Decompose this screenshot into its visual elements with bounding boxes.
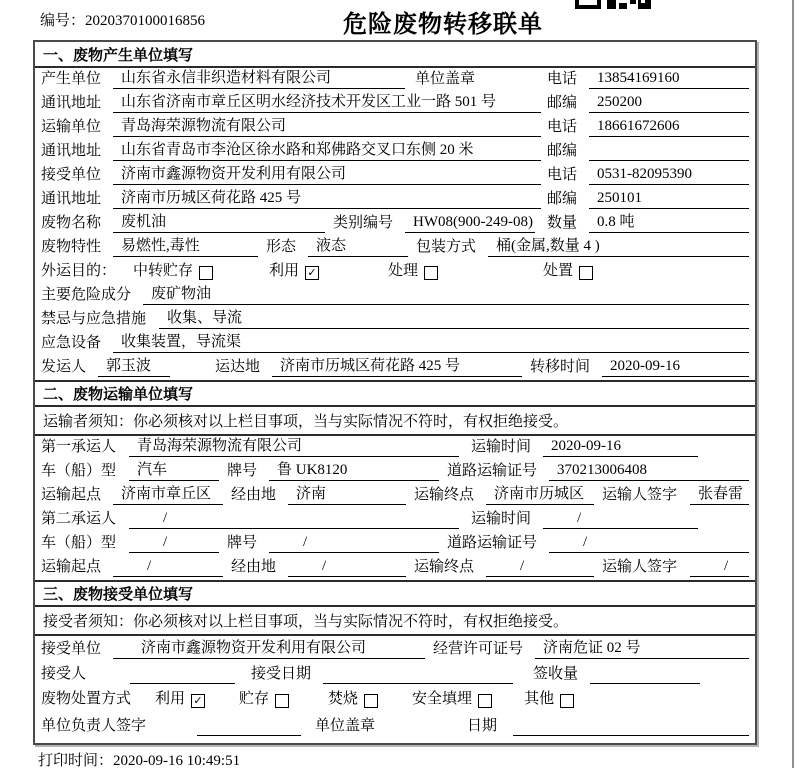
zip-label: 邮编 xyxy=(547,95,578,111)
serial-number: 2020370100016856 xyxy=(85,13,206,29)
received-amount-value xyxy=(590,665,700,684)
quantity-value: 0.8 吨 xyxy=(589,213,749,233)
address-label: 通讯地址 xyxy=(41,143,102,159)
row-route-2 xyxy=(35,556,755,580)
road-permit-label: 道路运输证号 xyxy=(447,535,538,551)
address-value: 济南市历城区荷花路 425 号 xyxy=(113,189,541,209)
receive-date-label: 接受日期 xyxy=(251,666,312,682)
option-label: 焚烧 xyxy=(328,691,359,707)
treat-checkbox xyxy=(424,266,438,280)
date-label: 日期 xyxy=(467,718,498,734)
qr-finder-block xyxy=(575,0,601,9)
taboo-label: 禁忌与应急措施 xyxy=(41,311,147,327)
transport-time-label: 运输时间 xyxy=(471,511,532,527)
vehicle-type-label: 车（船）型 xyxy=(41,463,117,479)
transfer-storage-checkbox xyxy=(199,266,213,280)
accept-unit-value: 济南市鑫源物资开发利用有限公司 xyxy=(113,165,541,185)
unit-seal-label: 单位盖章 xyxy=(315,718,376,734)
transport-unit-value: 青岛海荣源物流有限公司 xyxy=(113,117,541,137)
waste-name-label: 废物名称 xyxy=(41,215,102,231)
transporter-sign-label: 运输人签字 xyxy=(602,487,678,503)
print-time xyxy=(38,749,240,770)
row-shipper xyxy=(35,356,755,380)
character-label: 废物特性 xyxy=(41,239,102,255)
phone-value: 0531-82095390 xyxy=(589,165,749,185)
transport-time-value: 2020-09-16 xyxy=(543,437,698,457)
row-waste-character xyxy=(35,236,755,260)
packing-value: 桶(金属,数量 4 ) xyxy=(488,237,749,257)
receive-date-value xyxy=(323,665,513,684)
option-label: 贮存 xyxy=(239,691,270,707)
option-label: 其他 xyxy=(524,691,555,707)
via-value: 济南 xyxy=(288,485,406,505)
row-transfer-purpose xyxy=(35,260,755,284)
endpoint-label: 运输终点 xyxy=(414,559,475,575)
receiver-value xyxy=(130,665,235,684)
endpoint-value: 济南市历城区 xyxy=(486,485,594,505)
page-edge-line xyxy=(792,0,794,768)
endpoint-value: / xyxy=(486,557,594,577)
address-label: 通讯地址 xyxy=(41,95,102,111)
accept-unit-label: 接受单位 xyxy=(41,167,102,183)
received-amount-label: 签收量 xyxy=(533,666,579,682)
unit-seal-label: 单位盖章 xyxy=(415,71,476,87)
license-label: 经营许可证号 xyxy=(433,641,524,657)
transporter-sign-label: 运输人签字 xyxy=(602,559,678,575)
packing-label: 包装方式 xyxy=(416,239,477,255)
road-permit-label: 道路运输证号 xyxy=(447,463,538,479)
plate-label: 牌号 xyxy=(227,535,258,551)
responsible-sign-label: 单位负责人签字 xyxy=(41,718,147,734)
plate-label: 牌号 xyxy=(227,463,258,479)
character-value: 易燃性,毒性 xyxy=(113,237,258,257)
destination-value: 济南市历城区荷花路 425 号 xyxy=(272,357,522,377)
row-responsible-signature xyxy=(35,712,755,739)
row-vehicle-1 xyxy=(35,460,755,484)
option-label: 中转贮存 xyxy=(133,263,194,279)
zip-label: 邮编 xyxy=(547,143,578,159)
row-route-1 xyxy=(35,484,755,508)
carrier-value: / xyxy=(129,509,459,529)
receiver-label: 接受人 xyxy=(41,666,87,682)
transport-unit-label: 运输单位 xyxy=(41,119,102,135)
accepter-notice: 接受者须知：你必须核对以上栏目事项，当与实际情况不符时，有权拒绝接受。 xyxy=(35,607,755,636)
option-label: 处置 xyxy=(543,263,574,279)
zip-label: 邮编 xyxy=(547,191,578,207)
via-label: 经由地 xyxy=(231,487,277,503)
responsible-sign-value xyxy=(197,717,301,736)
shipper-value: 郭玉波 xyxy=(98,357,170,377)
transporter-sign-value: / xyxy=(690,557,749,577)
transfer-time-label: 转移时间 xyxy=(530,359,591,375)
row-waste-name xyxy=(35,212,755,236)
row-disposal-method xyxy=(35,687,755,712)
transport-time-value: / xyxy=(543,509,698,529)
option-label: 处理 xyxy=(388,263,419,279)
hazard-value: 废矿物油 xyxy=(143,285,749,305)
disposal-method-label: 废物处置方式 xyxy=(41,691,132,707)
quantity-label: 数量 xyxy=(547,215,578,231)
transport-time-label: 运输时间 xyxy=(471,439,532,455)
endpoint-label: 运输终点 xyxy=(414,487,475,503)
shipper-label: 发运人 xyxy=(41,359,87,375)
section2-header: 二、废物运输单位填写 xyxy=(35,380,755,407)
via-value: / xyxy=(288,557,406,577)
row-hazard-component xyxy=(35,284,755,308)
section1-header: 一、废物产生单位填写 xyxy=(35,42,755,68)
accept-unit-value: 济南市鑫源物资开发利用有限公司 xyxy=(113,639,425,659)
carrier-value: 青岛海荣源物流有限公司 xyxy=(129,437,459,457)
row-transport-unit xyxy=(35,116,755,140)
vehicle-type-value: 汽车 xyxy=(129,461,219,481)
road-permit-value: / xyxy=(549,533,749,553)
use-checkbox: ✓ xyxy=(305,266,319,280)
incinerate-checkbox xyxy=(364,694,378,708)
transfer-time-value: 2020-09-16 xyxy=(602,357,749,377)
taboo-value: 收集、导流 xyxy=(159,309,749,329)
landfill-checkbox xyxy=(478,694,492,708)
produce-unit-value: 山东省永信非织造材料有限公司 xyxy=(113,69,405,89)
license-value: 济南危证 02 号 xyxy=(535,639,749,659)
equipment-label: 应急设备 xyxy=(41,335,102,351)
qr-code-fragment xyxy=(575,0,655,9)
purpose-label: 外运目的： xyxy=(41,263,117,279)
date-value xyxy=(513,717,749,736)
row-accepter-address xyxy=(35,188,755,212)
via-label: 经由地 xyxy=(231,559,277,575)
row-second-carrier xyxy=(35,508,755,532)
address-label: 通讯地址 xyxy=(41,191,102,207)
accept-unit-label: 接受单位 xyxy=(41,641,102,657)
use-checkbox: ✓ xyxy=(191,694,205,708)
print-time-label: 打印时间： xyxy=(38,753,114,769)
store-checkbox xyxy=(275,694,289,708)
address-value: 山东省青岛市李沧区徐水路和郑佛路交叉口东侧 20 米 xyxy=(113,141,541,161)
plate-value: / xyxy=(269,533,439,553)
plate-value: 鲁 UK8120 xyxy=(269,461,439,481)
origin-label: 运输起点 xyxy=(41,559,102,575)
carrier-label: 第一承运人 xyxy=(41,439,117,455)
transporter-sign-value: 张春雷 xyxy=(690,485,749,505)
carrier-label: 第二承运人 xyxy=(41,511,117,527)
zip-value xyxy=(589,142,749,161)
manifest-form xyxy=(33,40,757,745)
produce-unit-label: 产生单位 xyxy=(41,71,102,87)
form-label: 形态 xyxy=(266,239,297,255)
vehicle-type-value: / xyxy=(129,533,219,553)
vehicle-type-label: 车（船）型 xyxy=(41,535,117,551)
phone-label: 电话 xyxy=(547,71,578,87)
row-emergency-equipment xyxy=(35,332,755,356)
option-label: 利用 xyxy=(155,691,186,707)
serial-label: 编号： xyxy=(40,13,86,29)
phone-value: 13854169160 xyxy=(589,69,749,89)
road-permit-value: 370213006408 xyxy=(549,461,749,481)
dispose-checkbox xyxy=(579,266,593,280)
origin-value: 济南市章丘区 xyxy=(113,485,223,505)
other-checkbox xyxy=(560,694,574,708)
row-first-carrier xyxy=(35,436,755,460)
section3-header: 三、废物接受单位填写 xyxy=(35,580,755,607)
form-value: 液态 xyxy=(308,237,408,257)
waste-name-value: 废机油 xyxy=(113,213,325,233)
row-taboo-measures xyxy=(35,308,755,332)
origin-label: 运输起点 xyxy=(41,487,102,503)
row-accepting-unit xyxy=(35,636,755,662)
transporter-notice: 运输者须知：你必须核对以上栏目事项，当与实际情况不符时，有权拒绝接受。 xyxy=(35,407,755,436)
phone-label: 电话 xyxy=(547,119,578,135)
print-time-value: 2020-09-16 10:49:51 xyxy=(113,753,241,769)
row-transporter-address xyxy=(35,140,755,164)
row-accept-unit xyxy=(35,164,755,188)
row-producer-address xyxy=(35,92,755,116)
origin-value: / xyxy=(113,557,223,577)
destination-label: 运达地 xyxy=(215,359,261,375)
zip-value: 250101 xyxy=(589,189,749,209)
row-produce-unit xyxy=(35,68,755,92)
category-label: 类别编号 xyxy=(333,215,394,231)
phone-value: 18661672606 xyxy=(589,117,749,137)
equipment-value: 收集装置，导流渠 xyxy=(113,333,749,353)
row-receiver xyxy=(35,662,755,687)
zip-value: 250200 xyxy=(589,93,749,113)
row-vehicle-2 xyxy=(35,532,755,556)
category-value: HW08(900-249-08) xyxy=(405,213,535,233)
option-label: 安全填埋 xyxy=(412,691,473,707)
hazard-label: 主要危险成分 xyxy=(41,287,132,303)
option-label: 利用 xyxy=(269,263,300,279)
address-value: 山东省济南市章丘区明水经济技术开发区工业一路 501 号 xyxy=(113,93,541,113)
page-title: 危险废物转移联单 xyxy=(343,12,543,38)
phone-label: 电话 xyxy=(547,167,578,183)
